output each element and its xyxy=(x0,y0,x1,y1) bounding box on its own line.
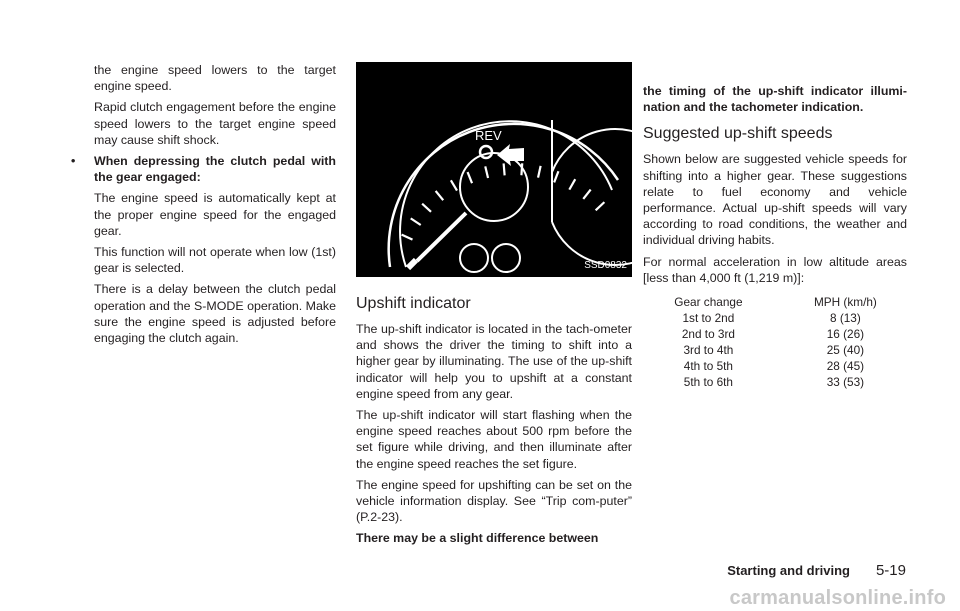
watermark xyxy=(0,583,960,611)
table-row xyxy=(655,358,907,374)
paragraph: The up-shift indicator is located in the tach-ometer and shows the driver the timing to shift into a higher gear by illuminating. The use of the up-shift indicator will help you to upshift at a constant engine speed from any gear. xyxy=(356,322,632,401)
page-footer xyxy=(0,562,960,582)
paragraph: This function will not operate when low (1st) gear is selected. xyxy=(94,245,336,276)
section-title: Starting and driving xyxy=(727,563,850,578)
table-header-row xyxy=(655,294,907,310)
bullet-heading xyxy=(71,153,336,185)
table-cell: 4th to 5th xyxy=(683,359,733,374)
watermark-text: carmanualsonline.info xyxy=(729,587,946,609)
table-row xyxy=(655,342,907,358)
table-cell: 1st to 2nd xyxy=(682,311,735,326)
tachometer-illustration xyxy=(356,62,632,277)
upshift-speed-table xyxy=(655,294,907,390)
table-cell: 3rd to 4th xyxy=(683,343,734,358)
tachometer-figure xyxy=(356,62,632,277)
table-cell: 8 (13) xyxy=(829,311,861,326)
column-header: Gear change xyxy=(674,295,743,310)
right-column xyxy=(643,62,907,390)
paragraph: Rapid clutch engagement before the engine speed lowers to the target engine speed may cause shift shock. xyxy=(94,100,336,147)
table-row xyxy=(655,310,907,326)
paragraph: the engine speed lowers to the target engine speed. xyxy=(94,63,336,94)
paragraph: The engine speed for upshifting can be set on the vehicle information display. See “Trip com-puter” (P.2-23). xyxy=(356,477,632,525)
figure-code: SSD0832 xyxy=(584,259,627,271)
table-cell: 16 (26) xyxy=(826,327,865,342)
table-cell: 33 (53) xyxy=(826,375,865,390)
bullet-marker: • xyxy=(71,154,76,169)
paragraph: the timing of the up-shift indicator illumi-nation and the tachometer indication. xyxy=(643,84,907,115)
table-cell: 25 (40) xyxy=(826,343,865,358)
paragraph: The up-shift indicator will start flashing when the engine speed reaches about 500 rpm before the set figure while driving, and then illuminate after the engine speed reaches the set figure. xyxy=(356,408,632,471)
paragraph: The engine speed is automatically kept at the proper engine speed for the engaged gear. xyxy=(94,191,336,238)
table-cell: 28 (45) xyxy=(826,359,865,374)
table-cell: 5th to 6th xyxy=(683,375,733,390)
table-row xyxy=(655,374,907,390)
paragraph: For normal acceleration in low altitude areas [less than 4,000 ft (1,219 m)]: xyxy=(643,254,907,285)
bullet-heading-text: When depressing the clutch pedal with the gear engaged: xyxy=(94,154,336,185)
left-column xyxy=(71,62,336,351)
column-header: MPH (km/h) xyxy=(813,295,877,310)
paragraph: Shown below are suggested vehicle speeds for shifting into a higher gear. These suggestions relate to fuel economy and vehicle performance. Actual up-shift speeds will vary according to road conditions, the weather and individual driving habits. xyxy=(643,152,907,248)
section-heading: Suggested up-shift speeds xyxy=(643,125,833,143)
table-row xyxy=(655,326,907,342)
middle-column xyxy=(356,62,632,552)
paragraph: There is a delay between the clutch pedal operation and the S-MODE operation. Make sure the engine speed is adjusted before engaging the clutch again. xyxy=(94,282,336,346)
paragraph: There may be a slight difference between xyxy=(356,531,599,546)
page-number: 5-19 xyxy=(875,562,906,579)
section-heading: Upshift indicator xyxy=(356,295,471,312)
table-cell: 2nd to 3rd xyxy=(681,327,735,342)
rev-label: REV xyxy=(475,128,502,143)
